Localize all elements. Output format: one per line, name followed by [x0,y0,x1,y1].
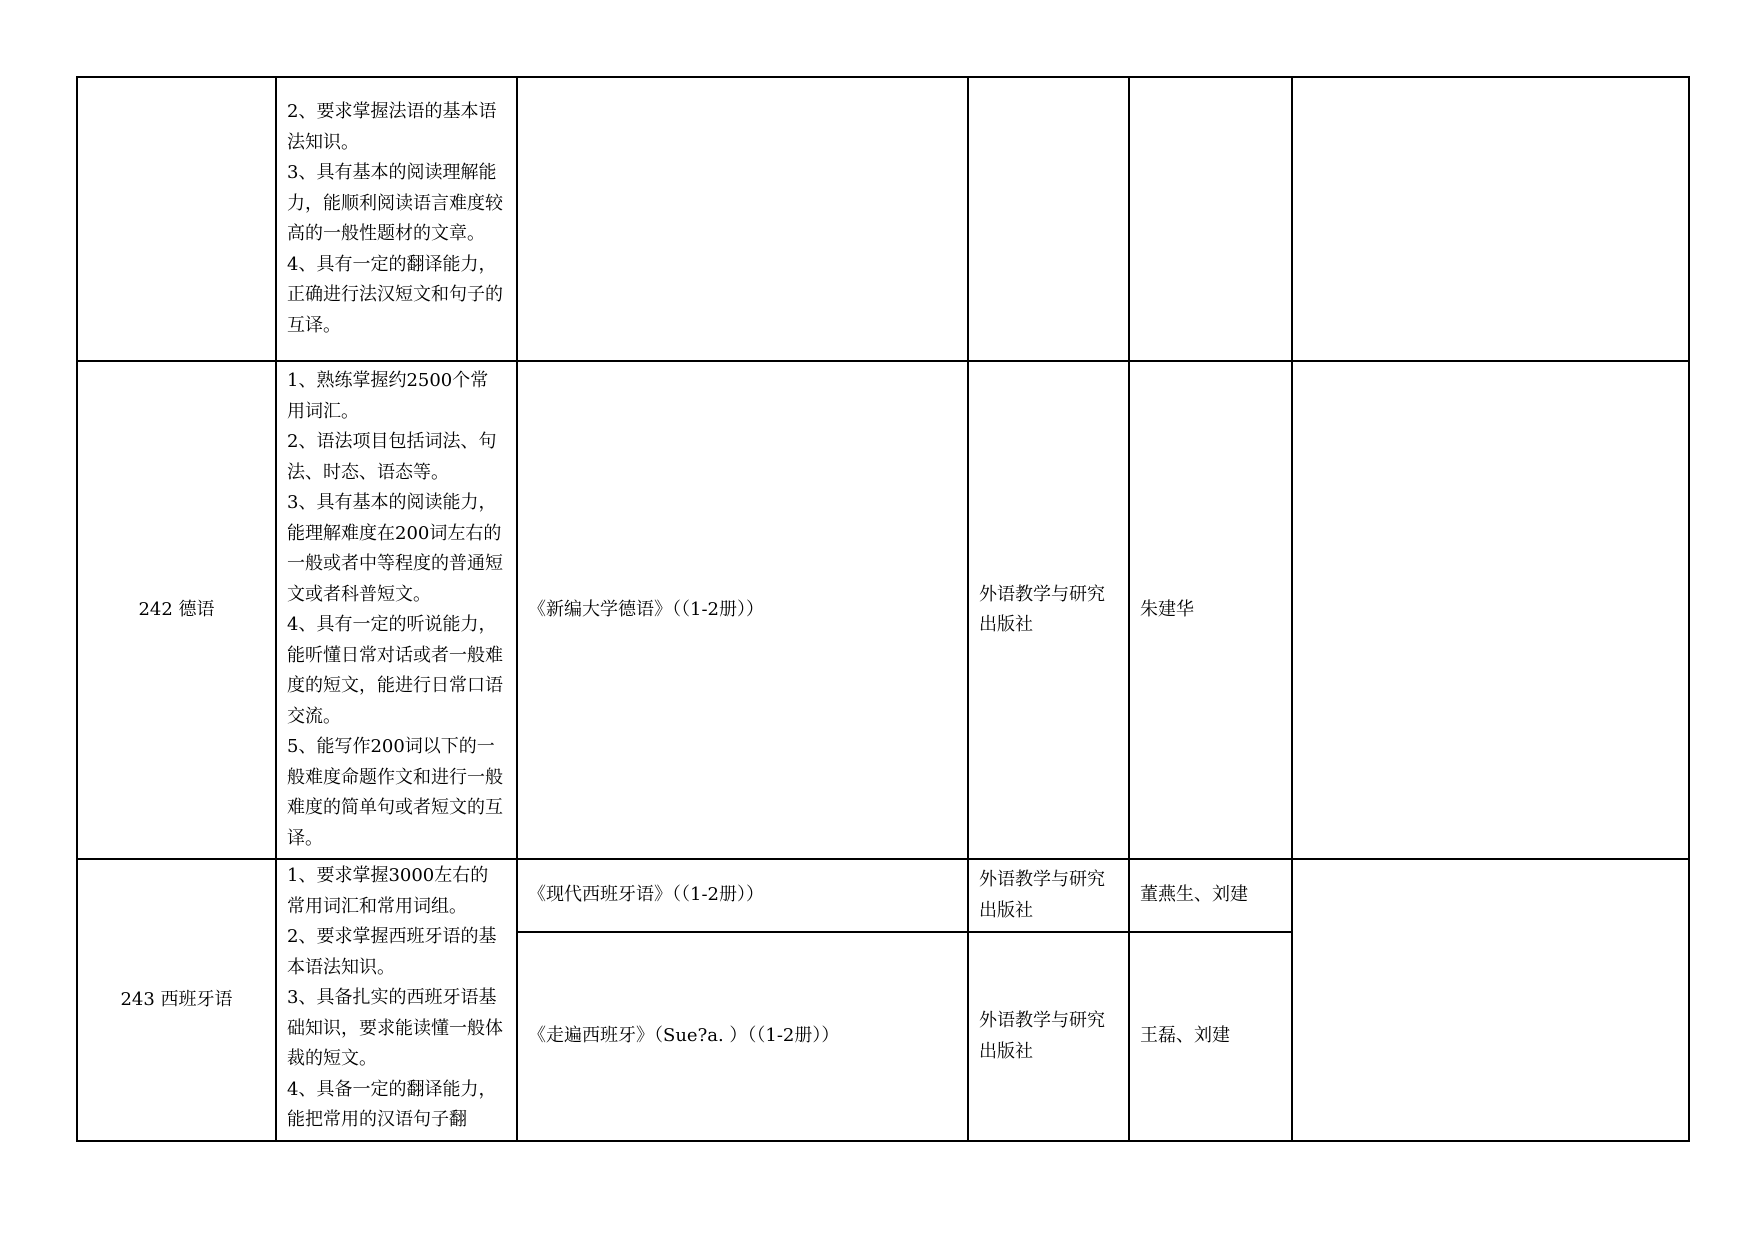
syllabus-table [76,76,1690,1142]
requirements-cell [276,361,517,859]
subject-cell [77,77,276,361]
publisher-cell: 外语教学与研究出版社 [968,361,1129,859]
requirement-item: 2、要求掌握法语的基本语法知识。 [287,101,497,153]
requirement-item: 3、具备扎实的西班牙语基础知识，要求能读懂一般体裁的短文。 [287,987,503,1069]
requirement-item: 4、具有一定的听说能力，能听懂日常对话或者一般难度的短文，能进行日常口语交流。 [287,614,503,727]
requirement-item: 2、要求掌握西班牙语的基本语法知识。 [287,926,497,978]
table-row [77,859,1689,932]
requirement-item: 1、要求掌握3000左右的常用词汇和常用词组。 [287,865,489,917]
author-cell: 董燕生、刘建 [1129,859,1292,932]
book-cell: 《走遍西班牙》（Sue?a. ）（（1-2册）） [517,932,968,1141]
publisher-cell [968,77,1129,361]
subject-cell: 242 德语 [77,361,276,859]
requirement-item: 1、熟练掌握约2500个常用词汇。 [287,370,489,422]
requirement-item: 4、具有一定的翻译能力，正确进行法汉短文和句子的互译。 [287,253,503,336]
author-cell: 朱建华 [1129,361,1292,859]
book-cell: 《新编大学德语》（（1-2册）） [517,361,968,859]
table-row [77,361,1689,859]
author-cell [1129,77,1292,361]
requirement-item: 4、具备一定的翻译能力，能把常用的汉语句子翻 [287,1078,497,1130]
note-cell [1292,361,1689,859]
publisher-cell: 外语教学与研究出版社 [968,859,1129,932]
requirements-cell [276,859,517,1141]
publisher-cell: 外语教学与研究出版社 [968,932,1129,1141]
table-row [77,77,1689,361]
subject-cell: 243 西班牙语 [77,859,276,1141]
requirement-item: 5、能写作200词以下的一般难度命题作文和进行一般难度的简单句或者短文的互译。 [287,736,503,849]
note-cell [1292,859,1689,1141]
requirements-cell [276,77,517,361]
note-cell [1292,77,1689,361]
requirement-item: 2、语法项目包括词法、句法、时态、语态等。 [287,431,497,483]
book-cell [517,77,968,361]
requirement-item: 3、具有基本的阅读能力，能理解难度在200词左右的一般或者中等程度的普通短文或者科普短文。 [287,492,503,605]
author-cell: 王磊、刘建 [1129,932,1292,1141]
book-cell: 《现代西班牙语》（（1-2册）） [517,859,968,932]
requirement-item: 3、具有基本的阅读理解能力，能顺利阅读语言难度较高的一般性题材的文章。 [287,162,503,244]
